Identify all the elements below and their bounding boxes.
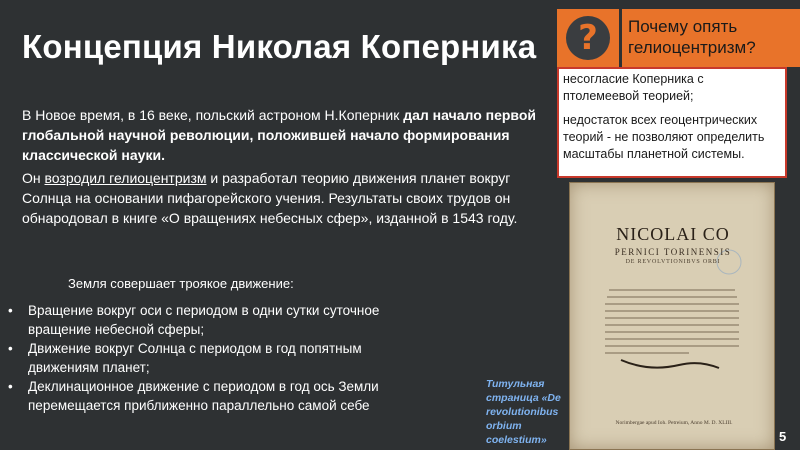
- page-number: 5: [779, 429, 787, 444]
- image-caption: Титульная страница «De revolutionibus orbium coelestium»: [486, 378, 561, 446]
- intro-paragraph-2: [22, 168, 547, 228]
- heliocentrism-link-text: возродил гелиоцентризм: [44, 170, 207, 186]
- list-item: • Деклинационное движение с периодом в год ось Земли перемещается приближенно параллельно самой себе: [8, 377, 388, 415]
- question-callout: [557, 9, 800, 67]
- answer-item: недостаток всех геоцентрических теорий - не позволяют определить масштабы планетной системы.: [563, 113, 765, 161]
- motion-heading: Земля совершает троякое движение:: [68, 276, 294, 291]
- intro-paragraph-1: [22, 105, 542, 165]
- question-mark-icon: ?: [566, 16, 610, 60]
- motion-list: [8, 301, 388, 415]
- intro-bold-text: дал начало первой глобальной научной революции, положившей начало формирования классической науки.: [22, 107, 537, 163]
- answer-item: несогласие Коперника с птолемеевой теорией;: [563, 72, 704, 103]
- intro-text: В Новое время, в 16 веке, польский астроном Н.Коперник: [22, 107, 404, 123]
- book-title-line: DE REVOLVTIONIBVS ORBI: [625, 259, 721, 265]
- answers-box: [557, 67, 787, 178]
- question-tile: [557, 9, 619, 67]
- slide-title: Концепция Николая Коперника: [22, 28, 537, 65]
- intro-text: и разработал теорию движения планет вокруг Солнца на основании пифагорейского учения. Результаты своих трудов он обнародовал в книге «О вращениях небесных сфер», изданной в 1543 году.: [22, 170, 518, 226]
- book-title-page-image: [569, 182, 775, 450]
- intro-text: Он: [22, 170, 45, 186]
- list-item: • Вращение вокруг оси с периодом в одни сутки суточное вращение небесной сферы;: [8, 301, 388, 339]
- book-page-texture: [569, 182, 775, 450]
- book-title-line: PERNICI TORINENSIS: [614, 247, 732, 257]
- list-item: • Движение вокруг Солнца с периодом в год попятным движениям планет;: [8, 339, 388, 377]
- book-imprint: Norimbergae apud Ioh. Petreium, Anno M. D. XLIII.: [615, 420, 733, 426]
- question-text: Почему опять гелиоцентризм?: [622, 9, 800, 67]
- book-title-line: NICOLAI CO: [616, 224, 730, 244]
